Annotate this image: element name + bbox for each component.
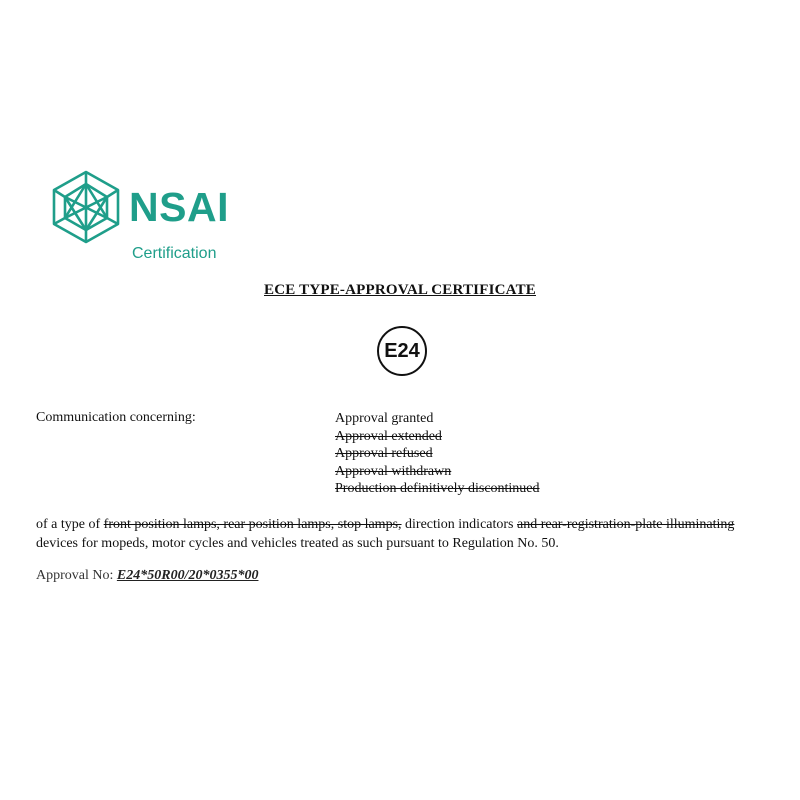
logo-subtitle: Certification [132,245,217,262]
approval-status-list [335,410,540,498]
approval-mark-text: E24 [384,339,420,362]
status-approval-refused: Approval refused [335,446,433,461]
device-type-prefix: of a type of [36,517,104,532]
status-production-discontinued: Production definitively discontinued [335,481,540,496]
status-approval-extended: Approval extended [335,428,442,444]
device-type-line-1 [36,515,796,534]
direction-indicators-text: direction indicators [401,517,517,532]
approval-number-label: Approval No: [36,568,117,583]
device-type-paragraph [36,515,796,553]
approval-number-value: E24*50R00/20*0355*00 [116,568,259,583]
logo-name: NSAI [129,184,229,230]
struck-plate-text: and rear-registration-plate illuminating [517,517,735,532]
communication-label: Communication concerning: [36,410,196,425]
struck-lamps-text: front position lamps, rear position lamps, stop lamps, [103,517,402,532]
status-approval-withdrawn: Approval withdrawn [335,463,452,479]
device-type-line-2: devices for mopeds, motor cycles and vehicles treated as such pursuant to Regulation No. 50. [36,536,559,551]
e24-approval-mark-icon [377,326,427,376]
status-approval-granted: Approval granted [335,411,434,426]
approval-number-line [36,568,258,584]
certificate-title: ECE TYPE-APPROVAL CERTIFICATE [264,282,536,298]
nsai-logo [46,170,246,270]
nsai-geometric-logo-icon [46,170,126,244]
